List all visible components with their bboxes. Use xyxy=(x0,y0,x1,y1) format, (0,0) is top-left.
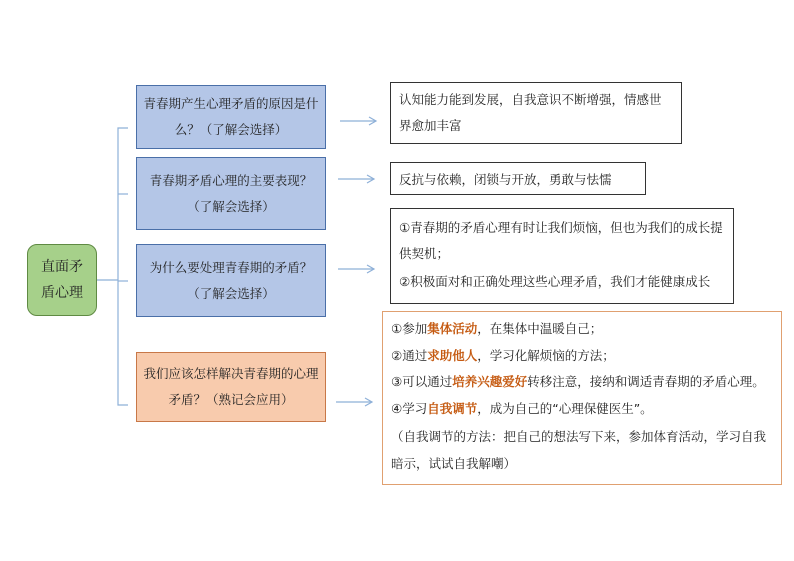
emphasis-seek-help: 求助他人 xyxy=(427,347,478,363)
question-3-text: 为什么要处理青春期的矛盾？（了解会选择） xyxy=(149,259,313,301)
emphasis-collective-activity: 集体活动 xyxy=(427,321,478,336)
answer-4-note: （自我调节的方法：把自己的想法写下来，参加体育活动，学习自我暗示，试试自我解嘲） xyxy=(391,429,767,471)
root-bracket xyxy=(118,128,128,405)
question-4-text: 我们应该怎样解决青春期的心理矛盾？（熟记会应用） xyxy=(143,366,319,407)
arrow-4 xyxy=(336,398,372,406)
answer-4-line-2: ②通过求助他人，学习化解烦恼的方法； xyxy=(391,347,615,363)
question-box-2 xyxy=(136,157,326,230)
answer-4-line-3: ③可以通过培养兴趣爱好转移注意，接纳和调适青春期的矛盾心理。 xyxy=(391,374,765,389)
question-box-1 xyxy=(136,85,326,149)
arrow-2 xyxy=(338,175,374,183)
answer-3-line-2: ②积极面对和正确处理这些心理矛盾，我们才能健康成长 xyxy=(399,274,711,289)
answer-4-line-1: ①参加集体活动，在集体中温暖自己； xyxy=(391,321,603,336)
root-label: 直面矛盾心理 xyxy=(41,259,83,301)
answer-box-2 xyxy=(390,162,646,195)
answer-box-3 xyxy=(390,208,734,304)
arrow-3 xyxy=(338,265,374,273)
question-2-text: 青春期矛盾心理的主要表现？（了解会选择） xyxy=(149,172,313,214)
question-box-3 xyxy=(136,244,326,317)
answer-1-text: 认知能力能到发展，自我意识不断增强，情感世界愈加丰富 xyxy=(399,92,662,133)
answer-box-4 xyxy=(382,311,782,485)
answer-2-text: 反抗与依赖，闭锁与开放，勇敢与怯懦 xyxy=(399,172,612,187)
root-topic xyxy=(27,244,97,316)
question-box-4 xyxy=(136,352,326,422)
answer-box-1 xyxy=(390,82,682,144)
emphasis-self-regulation: 自我调节 xyxy=(427,400,478,416)
arrow-1 xyxy=(340,117,376,125)
question-1-text: 青春期产生心理矛盾的原因是什么？（了解会选择） xyxy=(143,96,319,137)
answer-4-line-4: ④学习自我调节，成为自己的“心理保健医生”。 xyxy=(391,400,653,416)
answer-3-line-1: ①青春期的矛盾心理有时让我们烦恼，但也为我们的成长提供契机； xyxy=(399,220,723,261)
emphasis-hobbies: 培养兴趣爱好 xyxy=(452,374,528,389)
